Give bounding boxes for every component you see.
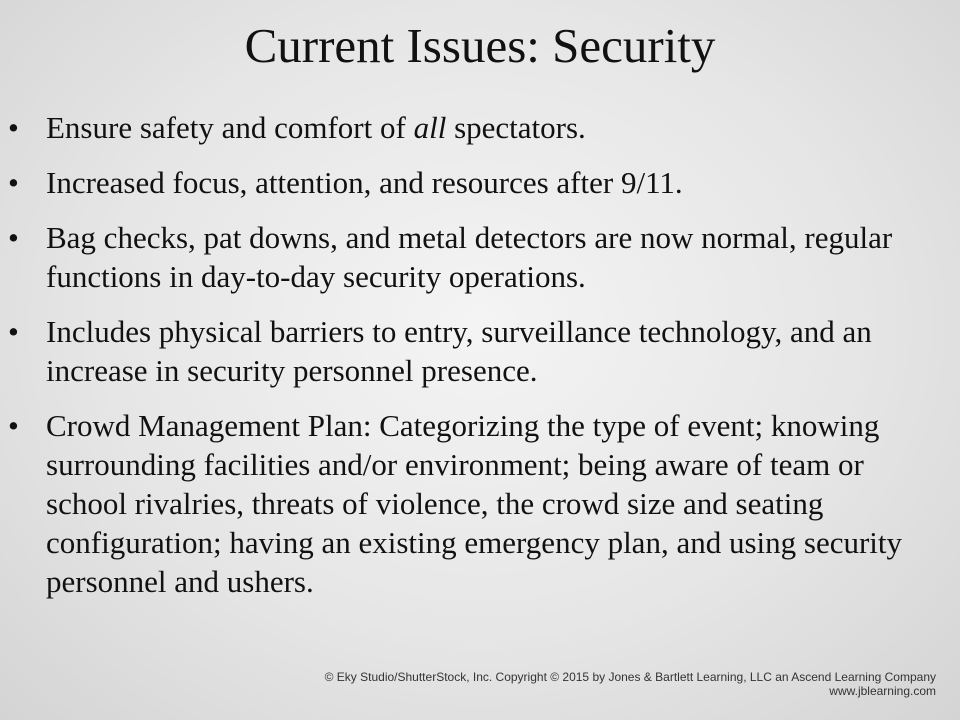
bullet-list [0, 108, 960, 617]
bullet-text: Ensure safety and comfort of all spectators. [46, 110, 586, 145]
bullet-item [0, 163, 960, 202]
bullet-icon: • [8, 110, 19, 145]
emphasis-text: all [413, 110, 447, 145]
bullet-icon: • [8, 165, 19, 200]
bullet-text: Includes physical barriers to entry, surveillance technology, and an increase in security personnel presence. [46, 314, 872, 388]
bullet-item [0, 406, 960, 601]
slide-title: Current Issues: Security [244, 18, 716, 73]
copyright-text: © Eky Studio/ShutterStock, Inc. Copyright © 2015 by Jones & Bartlett Learning, LLC an Ascend Learning Company [324, 670, 936, 684]
bullet-icon: • [8, 314, 19, 349]
bullet-icon: • [8, 408, 19, 443]
bullet-icon: • [8, 220, 19, 255]
bullet-item [0, 312, 960, 390]
copyright-footer [325, 670, 936, 698]
bullet-item [0, 218, 960, 296]
bullet-item [0, 108, 960, 147]
footer-url: www.jblearning.com [829, 684, 936, 698]
bullet-text: Crowd Management Plan: Categorizing the type of event; knowing surrounding facilities and/or environment; being aware of team or school rivalries, threats of violence, the crowd size and seating configuration; having an existing emergency plan, and using security personnel and ushers. [46, 408, 903, 599]
bullet-text: Bag checks, pat downs, and metal detectors are now normal, regular functions in day-to-day security operations. [46, 220, 893, 294]
bullet-text: Increased focus, attention, and resources after 9/11. [46, 165, 683, 200]
